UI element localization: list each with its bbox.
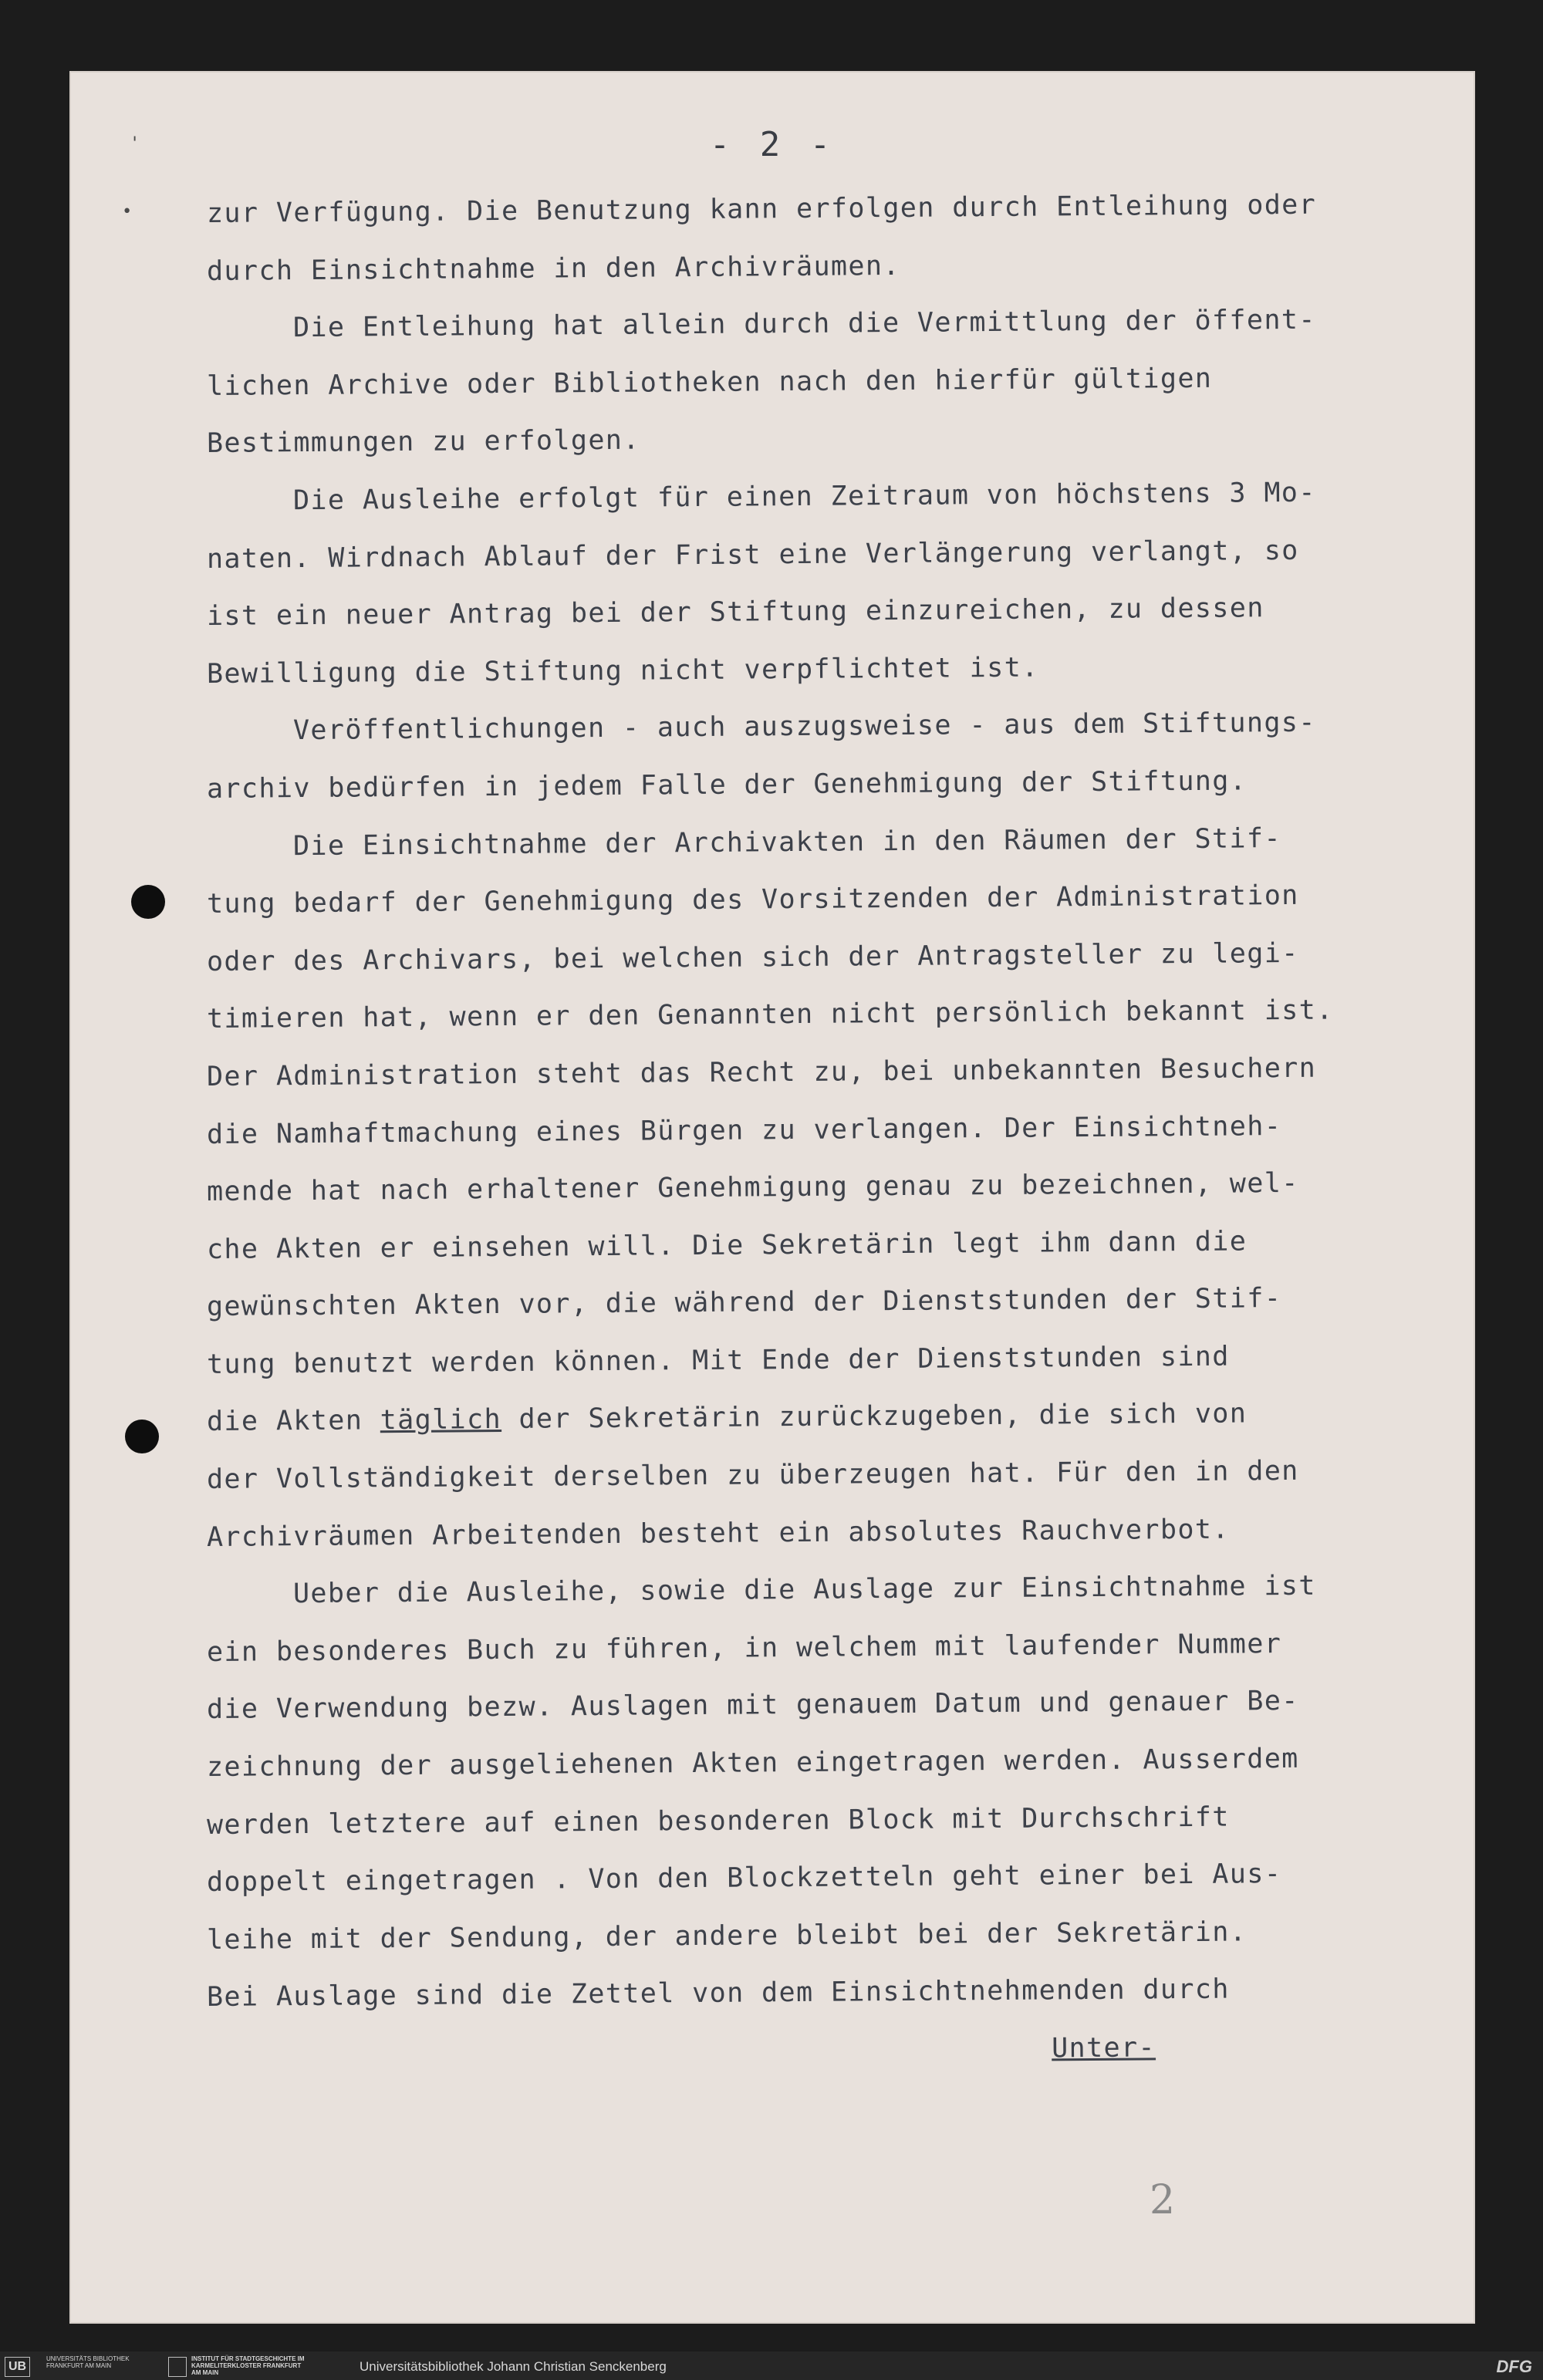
text-line: der Vollständigkeit derselben zu überzeugen hat. Für den in den — [206, 1455, 1299, 1496]
text-line: lichen Archive oder Bibliotheken nach den hierfür gültigen — [206, 363, 1213, 402]
text-line: Ueber die Ausleihe, sowie die Auslage zur Einsichtnahme ist — [292, 1570, 1316, 1610]
text-line: mende hat nach erhaltener Genehmigung genau zu bezeichnen, wel- — [206, 1167, 1299, 1208]
underlined-word: täglich — [380, 1404, 502, 1436]
catchword: Unter- — [1051, 2032, 1156, 2064]
text-line: archiv bedürfen in jedem Falle der Genehmigung der Stiftung. — [206, 765, 1248, 805]
page-number: - 2 - — [709, 125, 836, 164]
text-line: gewünschten Akten vor, die während der Dienststunden der Stif- — [206, 1283, 1282, 1323]
text-line: Bewilligung die Stiftung nicht verpflichtet ist. — [206, 652, 1039, 690]
margin-mark: ' — [130, 134, 140, 154]
text-line: Archivräumen Arbeitenden besteht ein absolutes Rauchverbot. — [206, 1514, 1230, 1553]
isg-logo-text: INSTITUT FÜR STADTGESCHICHTE IM KARMELITERKLOSTER FRANKFURT AM MAIN — [191, 2355, 305, 2376]
text-line: Die Entleihung hat allein durch die Vermittlung der öffent- — [292, 304, 1316, 344]
text-line: ist ein neuer Antrag bei der Stiftung einzureichen, zu dessen — [206, 592, 1264, 633]
text-line: Die Ausleihe erfolgt für einen Zeitraum von höchstens 3 Mo- — [292, 477, 1316, 517]
pencil-page-note: 2 — [1150, 2177, 1176, 2223]
punch-hole-top — [131, 885, 165, 919]
text-line: durch Einsichtnahme in den Archivräumen. — [206, 250, 901, 287]
isg-logo-icon — [168, 2357, 187, 2377]
text-line — [207, 1384, 1411, 1451]
text-line: oder des Archivars, bei welchen sich der Antragsteller zu legi- — [206, 937, 1299, 977]
text-line: tung bedarf der Genehmigung des Vorsitzenden der Administration — [206, 880, 1299, 920]
ub-logo: UB — [5, 2357, 30, 2377]
text-line: tung benutzt werden können. Mit Ende der Dienststunden sind — [206, 1341, 1230, 1380]
text-line: werden letztere auf einen besonderen Block mit Durchschrift — [206, 1801, 1230, 1841]
paper-sheet — [69, 71, 1475, 2324]
text-line: die Verwendung bezw. Auslagen mit genauem Datum und genauer Be- — [206, 1686, 1299, 1726]
text-segment: die Akten — [206, 1405, 380, 1438]
margin-mark: • — [122, 202, 133, 221]
viewer-footer-bar — [0, 2351, 1543, 2380]
text-line: ein besonderes Buch zu führen, in welchem mit laufender Nummer — [206, 1628, 1282, 1668]
ub-logo-text: UNIVERSITÄTS BIBLIOTHEK FRANKFURT AM MAIN — [46, 2355, 130, 2369]
dfg-logo: DFG — [1496, 2357, 1532, 2376]
library-credit: Universitätsbibliothek Johann Christian Senckenberg — [360, 2359, 667, 2374]
punch-hole-bottom — [125, 1420, 159, 1453]
text-line: Bei Auslage sind die Zettel von dem Einsichtnehmenden durch — [206, 1973, 1230, 2014]
text-line: che Akten er einsehen will. Die Sekretärin legt ihm dann die — [206, 1226, 1248, 1265]
text-line: timieren hat, wenn er den Genannten nicht persönlich bekannt ist. — [206, 994, 1334, 1035]
text-line: leihe mit der Sendung, der andere bleibt bei der Sekretärin. — [206, 1916, 1248, 1956]
text-line: Die Einsichtnahme der Archivakten in den Räumen der Stif- — [292, 822, 1282, 862]
typed-text-body — [207, 185, 1410, 2085]
text-line: Der Administration steht das Recht zu, bei unbekannten Besuchern — [206, 1052, 1317, 1092]
text-line: die Namhaftmachung eines Bürgen zu verlangen. Der Einsichtneh- — [206, 1110, 1282, 1150]
text-line: naten. Wirdnach Ablauf der Frist eine Verlängerung verlangt, so — [206, 535, 1299, 575]
text-segment: der Sekretärin zurückzugeben, die sich von — [501, 1398, 1248, 1436]
text-line: doppelt eingetragen . Von den Blockzetteln geht einer bei Aus- — [206, 1858, 1282, 1899]
text-line: Bestimmungen zu erfolgen. — [206, 424, 640, 460]
text-line: Veröffentlichungen - auch auszugsweise - aus dem Stiftungs- — [292, 707, 1316, 747]
text-line: zeichnung der ausgeliehenen Akten eingetragen werden. Ausserdem — [206, 1743, 1299, 1784]
text-line: zur Verfügung. Die Benutzung kann erfolgen durch Entleihung oder — [206, 189, 1317, 229]
